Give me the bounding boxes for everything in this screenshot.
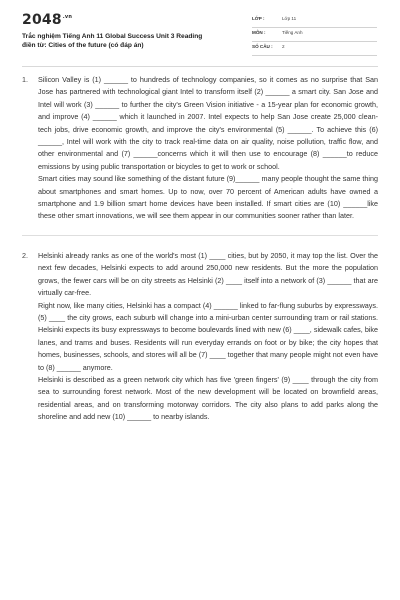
question-paragraph: Smart cities may sound like something of the distant future (9)______ many people thought the same thing about smartphones and smart homes. Up to now, over 70 percent of American adults have owned a smartphone and 1.9 billion smart home devices have been installed. If smart cities are (10) ______like these other smart innovations, we will see them appear in our communities sooner rather than later. — [38, 174, 378, 221]
meta-label: MÔN : — [252, 30, 266, 35]
question-paragraph: Helsinki already ranks as one of the world's most (1) ____ cities, but by 2050, it may top the list. Over the next few decades, Helsinki expects to add around 250,000 new residents. But the more the population grows, the fewer cars will be on city streets as Helsinki (2) ____ itself into a network of (3) ______ that are virtually car-free. — [38, 250, 378, 298]
page-header — [0, 0, 400, 60]
question-paragraph: Right now, like many cities, Helsinki has a compact (4) ______ linked to far-flung suburbs by expressways. (5) ____ the city grows, each suburb will change into a mini-urban center surrounding tram or rail stations. Helsinki expects its busy expressways to become boulevards lined with new (6) ____, sidewalk cafes, bike lanes, and trams and buses. Residents will run everyday errands on foot or by bike; the city hopes that homes, businesses, schools, and stores will all be (7) ____ together that many people might not even have to (8) ______ anymore. — [38, 300, 378, 372]
meta-value: 2 — [282, 44, 285, 49]
question-number: 2. — [22, 250, 28, 260]
document-title — [22, 32, 242, 50]
meta-table — [252, 14, 377, 56]
title-line-1: Trắc nghiệm Tiếng Anh 11 Global Success Unit 3 Reading — [22, 33, 203, 40]
logo-suffix: .vn — [62, 14, 73, 20]
meta-row-count — [252, 42, 377, 56]
meta-row-class — [252, 14, 377, 28]
header-divider — [22, 66, 378, 67]
meta-value: Tiếng Anh — [282, 30, 303, 35]
logo-text: 2048 — [22, 12, 62, 28]
site-logo[interactable] — [22, 12, 72, 28]
meta-row-subject — [252, 28, 377, 42]
question-divider — [22, 235, 378, 236]
meta-label: LỚP : — [252, 16, 265, 21]
meta-value: Lớp 11 — [282, 16, 297, 21]
meta-label: SỐ CÂU : — [252, 44, 273, 49]
title-line-2: điền từ: Cities of the future (có đáp án) — [22, 42, 144, 49]
question-number: 1. — [22, 75, 28, 84]
question-paragraph: Silicon Valley is (1) ______ to hundreds of technology companies, so it comes as no surprise that San Jose has partnered with technological giant Intel to transform itself (2) ______ a smart city. San Jose and Intel will work (3) ______ to further the city's Green Vision initiative - a 15-year plan for economic growth, and improve (4) ______ which it launched in 2007. Intel expects to help San Jose create 25,000 clean-tech jobs, drive economic growth, and improve the city's environmental (5) ______. To achieve this (6) ______, Intel will work with the city to track real-time data on air quality, noise pollution, traffic flow, and other environmental and (7) ______concerns which it will then use to encourage (8) ______to reduce emissions by using public transportation or bicycles to get to work or school. — [38, 75, 378, 171]
question-1 — [0, 74, 400, 223]
question-2 — [0, 250, 400, 424]
document-body — [0, 74, 400, 424]
question-paragraph: Helsinki is described as a green network city which has five 'green fingers' (9) ____ through the city from sea to surrounding forest network. Most of the new development will be located on brownfield areas, residential areas, and on transforming motorway corridors. The city also plans to add parks along the shoreline and add new (10) ______ to nearby islands. — [38, 374, 378, 422]
